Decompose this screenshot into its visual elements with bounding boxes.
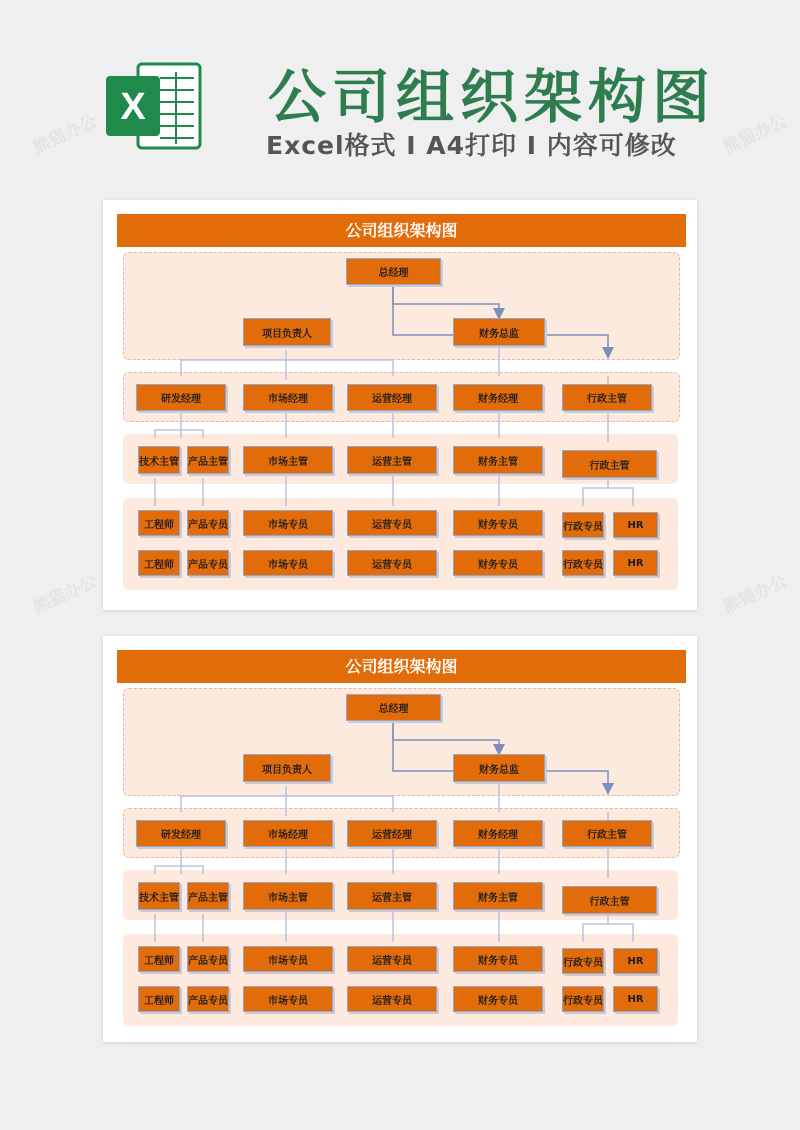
node-staff: 运营专员: [347, 510, 437, 536]
node-staff: 市场专员: [243, 986, 333, 1012]
node-staff: 行政专员: [562, 948, 604, 974]
node-manager: 行政主管: [562, 384, 652, 411]
node-staff: 市场专员: [243, 550, 333, 576]
node-staff: HR: [613, 986, 658, 1012]
node-staff: 财务专员: [453, 550, 543, 576]
page-header: [0, 0, 800, 190]
node-staff: 产品专员: [187, 946, 229, 972]
node-cfo: 财务总监: [453, 318, 545, 346]
connector-line: [181, 350, 393, 380]
chart-title: 公司组织架构图: [117, 214, 686, 247]
node-staff: 财务专员: [453, 510, 543, 536]
page-subtitle: Excel格式 I A4打印 I 内容可修改: [266, 131, 677, 160]
node-supervisor: 市场主管: [243, 446, 333, 474]
excel-logo-icon: [104, 58, 204, 154]
node-staff: 工程师: [138, 986, 180, 1012]
node-project-lead: 项目负责人: [243, 754, 331, 782]
node-supervisor: 技术主管: [138, 882, 180, 910]
node-staff: 行政专员: [562, 512, 604, 538]
node-manager: 行政主管: [562, 820, 652, 847]
node-supervisor: 财务主管: [453, 882, 543, 910]
node-manager: 财务经理: [453, 820, 543, 847]
connector-line: [543, 771, 608, 789]
connector-line: [155, 412, 203, 438]
org-chart-card-1: [103, 200, 697, 610]
watermark: 熊猫办公: [720, 571, 791, 619]
chart-title: 公司组织架构图: [117, 650, 686, 683]
node-staff: 工程师: [138, 550, 180, 576]
node-supervisor: 行政主管: [562, 450, 657, 478]
org-chart-card-2: [103, 636, 697, 1042]
connector-line: [155, 476, 499, 506]
node-staff: 产品专员: [187, 550, 229, 576]
connector-line: [393, 721, 499, 750]
node-staff: HR: [613, 550, 658, 576]
node-ceo: 总经理: [346, 258, 441, 285]
node-staff: HR: [613, 948, 658, 974]
logo-letter: X: [120, 86, 146, 128]
connector-line: [393, 285, 453, 335]
watermark: 熊猫办公: [30, 571, 101, 619]
connector-line: [583, 914, 633, 942]
node-staff: 工程师: [138, 510, 180, 536]
node-manager: 运营经理: [347, 820, 437, 847]
connector-line: [286, 848, 499, 874]
node-staff: 产品专员: [187, 986, 229, 1012]
node-staff: 工程师: [138, 946, 180, 972]
node-manager: 运营经理: [347, 384, 437, 411]
node-supervisor: 技术主管: [138, 446, 180, 474]
connector-line: [286, 412, 499, 438]
org-chart-1: [103, 200, 697, 600]
node-staff: 运营专员: [347, 550, 437, 576]
node-staff: 财务专员: [453, 986, 543, 1012]
node-staff: 市场专员: [243, 510, 333, 536]
node-staff: 行政专员: [562, 986, 604, 1012]
connector-line: [181, 786, 393, 816]
node-staff: HR: [613, 512, 658, 538]
page-title: 公司组织架构图: [268, 63, 717, 131]
node-staff: 产品专员: [187, 510, 229, 536]
connector-line: [155, 912, 499, 942]
node-supervisor: 产品主管: [187, 446, 229, 474]
node-staff: 市场专员: [243, 946, 333, 972]
node-supervisor: 市场主管: [243, 882, 333, 910]
node-supervisor: 运营主管: [347, 882, 437, 910]
node-cfo: 财务总监: [453, 754, 545, 782]
node-project-lead: 项目负责人: [243, 318, 331, 346]
node-manager: 市场经理: [243, 820, 333, 847]
node-staff: 运营专员: [347, 946, 437, 972]
connector-line: [393, 285, 499, 314]
node-manager: 市场经理: [243, 384, 333, 411]
node-staff: 运营专员: [347, 986, 437, 1012]
node-supervisor: 行政主管: [562, 886, 657, 914]
watermark: 熊猫办公: [720, 111, 791, 159]
node-staff: 财务专员: [453, 946, 543, 972]
org-chart-2: [103, 636, 697, 1036]
node-manager: 研发经理: [136, 384, 226, 411]
node-supervisor: 产品主管: [187, 882, 229, 910]
watermark: 熊猫办公: [30, 111, 101, 159]
connector-line: [543, 335, 608, 353]
connector-line: [393, 721, 453, 771]
node-supervisor: 运营主管: [347, 446, 437, 474]
node-supervisor: 财务主管: [453, 446, 543, 474]
node-ceo: 总经理: [346, 694, 441, 721]
node-staff: 行政专员: [562, 550, 604, 576]
connector-line: [155, 848, 203, 874]
connector-line: [583, 478, 633, 506]
node-manager: 研发经理: [136, 820, 226, 847]
node-manager: 财务经理: [453, 384, 543, 411]
